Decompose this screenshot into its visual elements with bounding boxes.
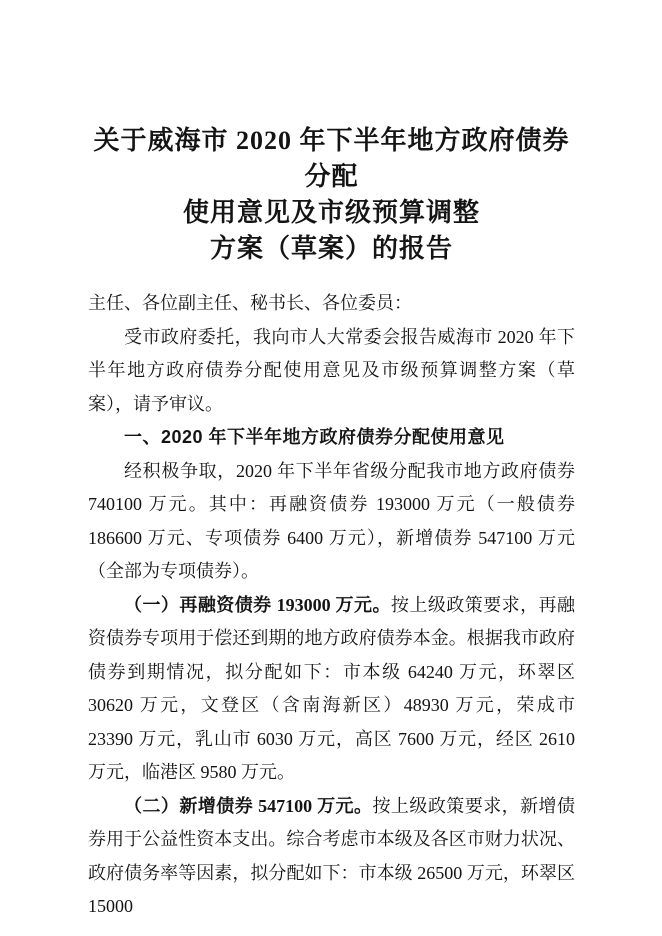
section-1-heading: 一、2020 年下半年地方政府债券分配使用意见 — [124, 427, 505, 447]
refinance-bond-text: 按上级政策要求，再融资债券专项用于偿还到期的地方政府债券本金。根据我市政府债券到期情况，拟分配如下：市本级 64240 万元，环翠区 30620 万元，文登区（含南海新区）48930 万元，荣成市 23390 万元，乳山市 6030 万元，高区 7600 万元，经区 2610 万元，临港区 9580 万元。 — [88, 594, 576, 782]
document-body — [88, 287, 575, 924]
intro-paragraph: 受市政府委托，我向市人大常委会报告威海市 2020 年下半年地方政府债券分配使用意见及市级预算调整方案（草案），请予审议。 — [88, 326, 575, 414]
refinance-bond-lead: （一）再融资债券 193000 万元。 — [124, 594, 391, 615]
new-bond-text: 按上级政策要求，新增债券用于公益性资本支出。综合考虑市本级及各区市财力状况、政府债务率等因素，拟分配如下：市本级 26500 万元，环翠区 15000 — [88, 795, 576, 916]
refinance-bond-paragraph — [88, 589, 575, 790]
allocation-paragraph: 经积极争取，2020 年下半年省级分配我市地方政府债券 740100 万元。其中：再融资债券 193000 万元（一般债券 186600 万元、专项债券 6400 万元），新增债券 547100 万元（全部为专项债券）。 — [88, 460, 575, 581]
document-title — [88, 123, 575, 267]
new-bond-paragraph — [88, 790, 575, 924]
title-line-1: 关于威海市 2020 年下半年地方政府债券分配 — [93, 126, 570, 191]
salutation-line: 主任、各位副主任、秘书长、各位委员： — [88, 293, 412, 313]
title-line-3: 方案（草案）的报告 — [209, 234, 453, 263]
title-line-2: 使用意见及市级预算调整 — [182, 198, 480, 227]
new-bond-lead: （二）新增债券 547100 万元。 — [124, 795, 373, 816]
